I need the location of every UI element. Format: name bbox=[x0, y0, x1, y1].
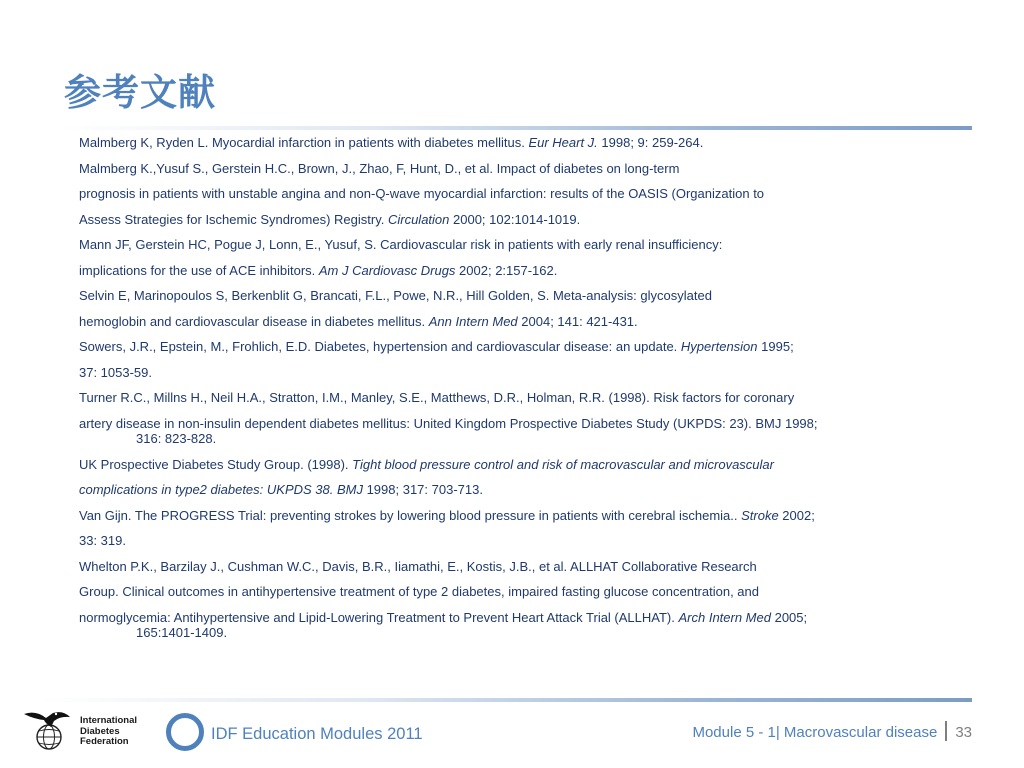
reference-line bbox=[79, 452, 972, 478]
reference-citation: 2002; 2:157-162. bbox=[455, 262, 558, 278]
reference-citation: 2004; 141: 421-431. bbox=[517, 313, 638, 329]
reference-line bbox=[79, 309, 972, 335]
reference-journal: Am J Cardiovasc Drugs bbox=[318, 262, 456, 278]
reference-text: Assess Strategies for Ischemic Syndromes) Registry. bbox=[79, 211, 388, 227]
reference-line bbox=[79, 360, 972, 386]
reference-text: Turner R.C., Millns H., Neil H.A., Stratton, I.M., Manley, S.E., Matthews, D.R., Holman, R.R. (1998). Risk factors for coronary bbox=[79, 390, 795, 405]
reference-journal: Arch Intern Med bbox=[678, 609, 771, 625]
reference-journal: complications in type2 diabetes: UKPDS 38. BMJ bbox=[79, 482, 363, 497]
reference-journal: Hypertension bbox=[680, 339, 758, 354]
reference-line bbox=[79, 334, 972, 360]
reference-journal: Eur Heart J. bbox=[528, 135, 598, 150]
reference-text: prognosis in patients with unstable angina and non-Q-wave myocardial infarction: results of the OASIS (Organization to bbox=[79, 186, 765, 201]
reference-text: Selvin E, Marinopoulos S, Berkenblit G, Brancati, F.L., Powe, N.R., Hill Golden, S. Meta-analysis: glycosylated bbox=[79, 288, 712, 303]
reference-line bbox=[79, 232, 972, 258]
reference-text: Malmberg K, Ryden L. Myocardial infarction in patients with diabetes mellitus. bbox=[79, 135, 529, 150]
idf-organization-name: International Diabetes Federation bbox=[80, 715, 138, 747]
references-list bbox=[79, 130, 972, 646]
footer bbox=[0, 700, 1024, 768]
module-info bbox=[692, 723, 972, 743]
reference-text: normoglycemia: Antihypertensive and Lipid-Lowering Treatment to Prevent Heart Attack Trial (ALLHAT). bbox=[79, 609, 679, 625]
reference-journal: Circulation bbox=[387, 211, 450, 227]
reference-text: artery disease in non-insulin dependent diabetes mellitus: United Kingdom Prospective Diabetes Study (UKPDS: 23). BMJ 1998; bbox=[79, 415, 818, 431]
idf-bird-globe-icon bbox=[20, 704, 80, 754]
reference-text: hemoglobin and cardiovascular disease in diabetes mellitus. bbox=[79, 313, 429, 329]
reference-line bbox=[79, 528, 972, 554]
reference-journal: Ann Intern Med bbox=[428, 313, 518, 329]
reference-line bbox=[79, 156, 972, 182]
reference-citation: 2005; bbox=[770, 609, 808, 625]
slide-title: 参考文献 bbox=[64, 70, 216, 114]
reference-text: Group. Clinical outcomes in antihypertensive treatment of type 2 diabetes, impaired fasting glucose concentration, and bbox=[79, 584, 759, 599]
reference-line bbox=[79, 579, 972, 605]
reference-journal: Stroke bbox=[741, 507, 779, 523]
reference-line bbox=[79, 258, 972, 284]
reference-text: 316: 823-828. bbox=[136, 431, 217, 446]
reference-text: 37: 1053-59. bbox=[79, 364, 153, 380]
reference-text: Mann JF, Gerstein HC, Pogue J, Lonn, E., Yusuf, S. Cardiovascular risk in patients with early renal insufficiency: bbox=[79, 237, 723, 252]
reference-text: Whelton P.K., Barzilay J., Cushman W.C., Davis, B.R., Iiamathi, E., Kostis, J.B., et al. ALLHAT Collaborative Research bbox=[79, 558, 757, 574]
reference-line bbox=[79, 477, 972, 503]
reference-text: Sowers, J.R., Epstein, M., Frohlich, E.D. Diabetes, hypertension and cardiovascular disease: an update. bbox=[79, 339, 681, 354]
page-number: 33 bbox=[955, 723, 972, 741]
reference-citation: 2002; bbox=[778, 507, 815, 523]
reference-line bbox=[79, 181, 972, 207]
reference-text: 165:1401-1409. bbox=[136, 625, 228, 640]
reference-citation: 2000; 102:1014-1019. bbox=[449, 211, 581, 227]
reference-line bbox=[79, 503, 972, 529]
reference-citation: 1998; 9: 259-264. bbox=[597, 135, 704, 150]
education-modules-ring-icon bbox=[166, 713, 204, 751]
reference-text: 33: 319. bbox=[79, 533, 126, 548]
reference-citation: 1995; bbox=[757, 339, 794, 354]
module-label: Module 5 - 1| Macrovascular disease bbox=[692, 723, 938, 741]
reference-text: Van Gijn. The PROGRESS Trial: preventing strokes by lowering blood pressure in patients with cerebral ischemia.. bbox=[79, 507, 742, 523]
reference-line bbox=[79, 554, 972, 580]
reference-line bbox=[79, 385, 972, 411]
reference-line bbox=[79, 207, 972, 233]
reference-text: UK Prospective Diabetes Study Group. (1998). bbox=[79, 456, 353, 472]
reference-journal: Tight blood pressure control and risk of macrovascular and microvascular bbox=[352, 456, 774, 472]
reference-citation: 1998; 317: 703-713. bbox=[362, 482, 483, 497]
reference-text: implications for the use of ACE inhibitors. bbox=[79, 262, 319, 278]
reference-text: Malmberg K.,Yusuf S., Gerstein H.C., Brown, J., Zhao, F, Hunt, D., et al. Impact of diabetes on long-term bbox=[79, 160, 680, 176]
footer-separator bbox=[945, 721, 947, 741]
education-modules-label: IDF Education Modules 2011 bbox=[211, 725, 423, 743]
reference-line bbox=[79, 130, 972, 156]
reference-line bbox=[79, 283, 972, 309]
